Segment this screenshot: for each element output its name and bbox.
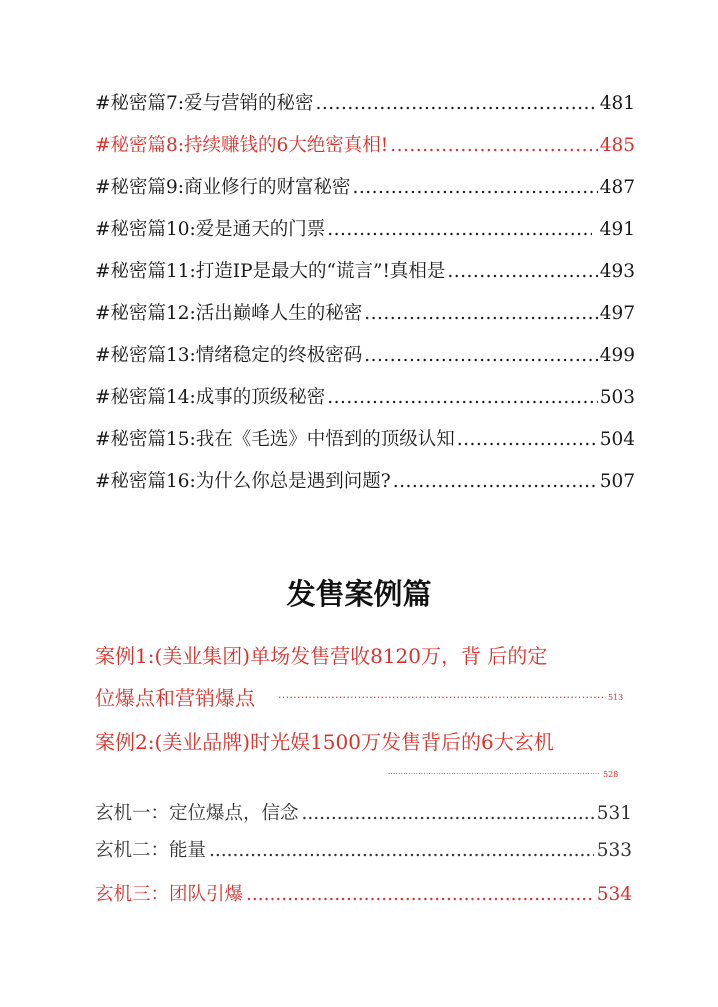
sub-entry-page: 534 [596,884,632,905]
dot-leader [457,431,598,450]
toc-entry-page: 497 [599,303,635,324]
case1-title-line1[interactable]: 案例1:(美业集团)单场发售营收8120万，背 后的定 [95,644,548,668]
dot-leader [388,768,600,776]
toc-entry[interactable] [95,347,635,366]
toc-entry-title: #秘密篇10:爱是通天的门票 [95,219,326,240]
dot-leader [364,347,597,366]
toc-entry-title: #秘密篇9:商业修行的财富秘密 [95,177,351,198]
toc-entry-title: #秘密篇16:为什么你总是遇到问题? [95,471,391,492]
toc-entry[interactable] [95,221,635,240]
toc-entry[interactable] [95,179,635,198]
toc-entry-page: 491 [593,219,635,240]
toc-entry-title: #秘密篇12:活出巅峰人生的秘密 [95,303,363,324]
toc-entry[interactable] [95,263,635,282]
toc-entry-page: 485 [599,135,635,156]
dot-leader [246,884,594,905]
sub-entry-title: 玄机二：能量 [95,840,207,861]
toc-entry-title: #秘密篇15:我在《毛选》中悟到的顶级认知 [95,429,455,450]
toc-entry-highlighted[interactable] [95,137,635,156]
sub-entry-highlighted[interactable] [95,880,632,906]
dot-leader [327,221,592,240]
toc-entry-title: #秘密篇13:情绪稳定的终极密码 [95,345,363,366]
dot-leader [364,305,597,324]
sub-entry-title: 玄机三：团队引爆 [95,884,244,905]
toc-entry[interactable] [95,431,635,450]
dot-leader [447,263,597,282]
sub-entry-title: 玄机一：定位爆点，信念 [95,803,299,824]
dot-leader [316,95,598,114]
toc-entry-page: 504 [599,429,635,450]
case1-page: 513 [608,693,624,702]
sub-entry-page: 533 [596,840,632,861]
case2-title[interactable]: 案例2:(美业品牌)时光娱1500万发售背后的6大玄机 [95,730,554,754]
dot-leader [302,803,594,824]
toc-entry-page: 487 [599,177,635,198]
toc-entry-page: 481 [599,93,635,114]
case1-title-line2[interactable]: 位爆点和营销爆点 [95,686,255,710]
toc-entry-title: #秘密篇11:打造IP是最大的“谎言”!真相是 [95,261,446,282]
sub-entry[interactable] [95,799,632,825]
dot-leader [390,137,597,156]
toc-entry[interactable] [95,473,635,492]
toc-entry-title: #秘密篇7:爱与营销的秘密 [95,93,314,114]
dot-leader [278,688,606,701]
sub-entry-page: 531 [596,803,632,824]
dot-leader [353,179,598,198]
case2-page: 528 [603,770,619,779]
dot-leader [393,473,598,492]
toc-entry[interactable] [95,389,635,408]
toc-entry[interactable] [95,305,635,324]
toc-entry-title: #秘密篇14:成事的顶级秘密 [95,387,326,408]
toc-entry-page: 507 [599,471,635,492]
section-title: 发售案例篇 [286,577,432,611]
toc-entry[interactable] [95,95,635,114]
sub-entry[interactable] [95,836,632,862]
toc-entry-page: 493 [599,261,635,282]
toc-entry-page: 503 [599,387,635,408]
dot-leader [327,389,597,408]
toc-entry-page: 499 [599,345,635,366]
dot-leader [209,840,594,861]
toc-entry-title: #秘密篇8:持续赚钱的6大绝密真相! [95,135,389,156]
